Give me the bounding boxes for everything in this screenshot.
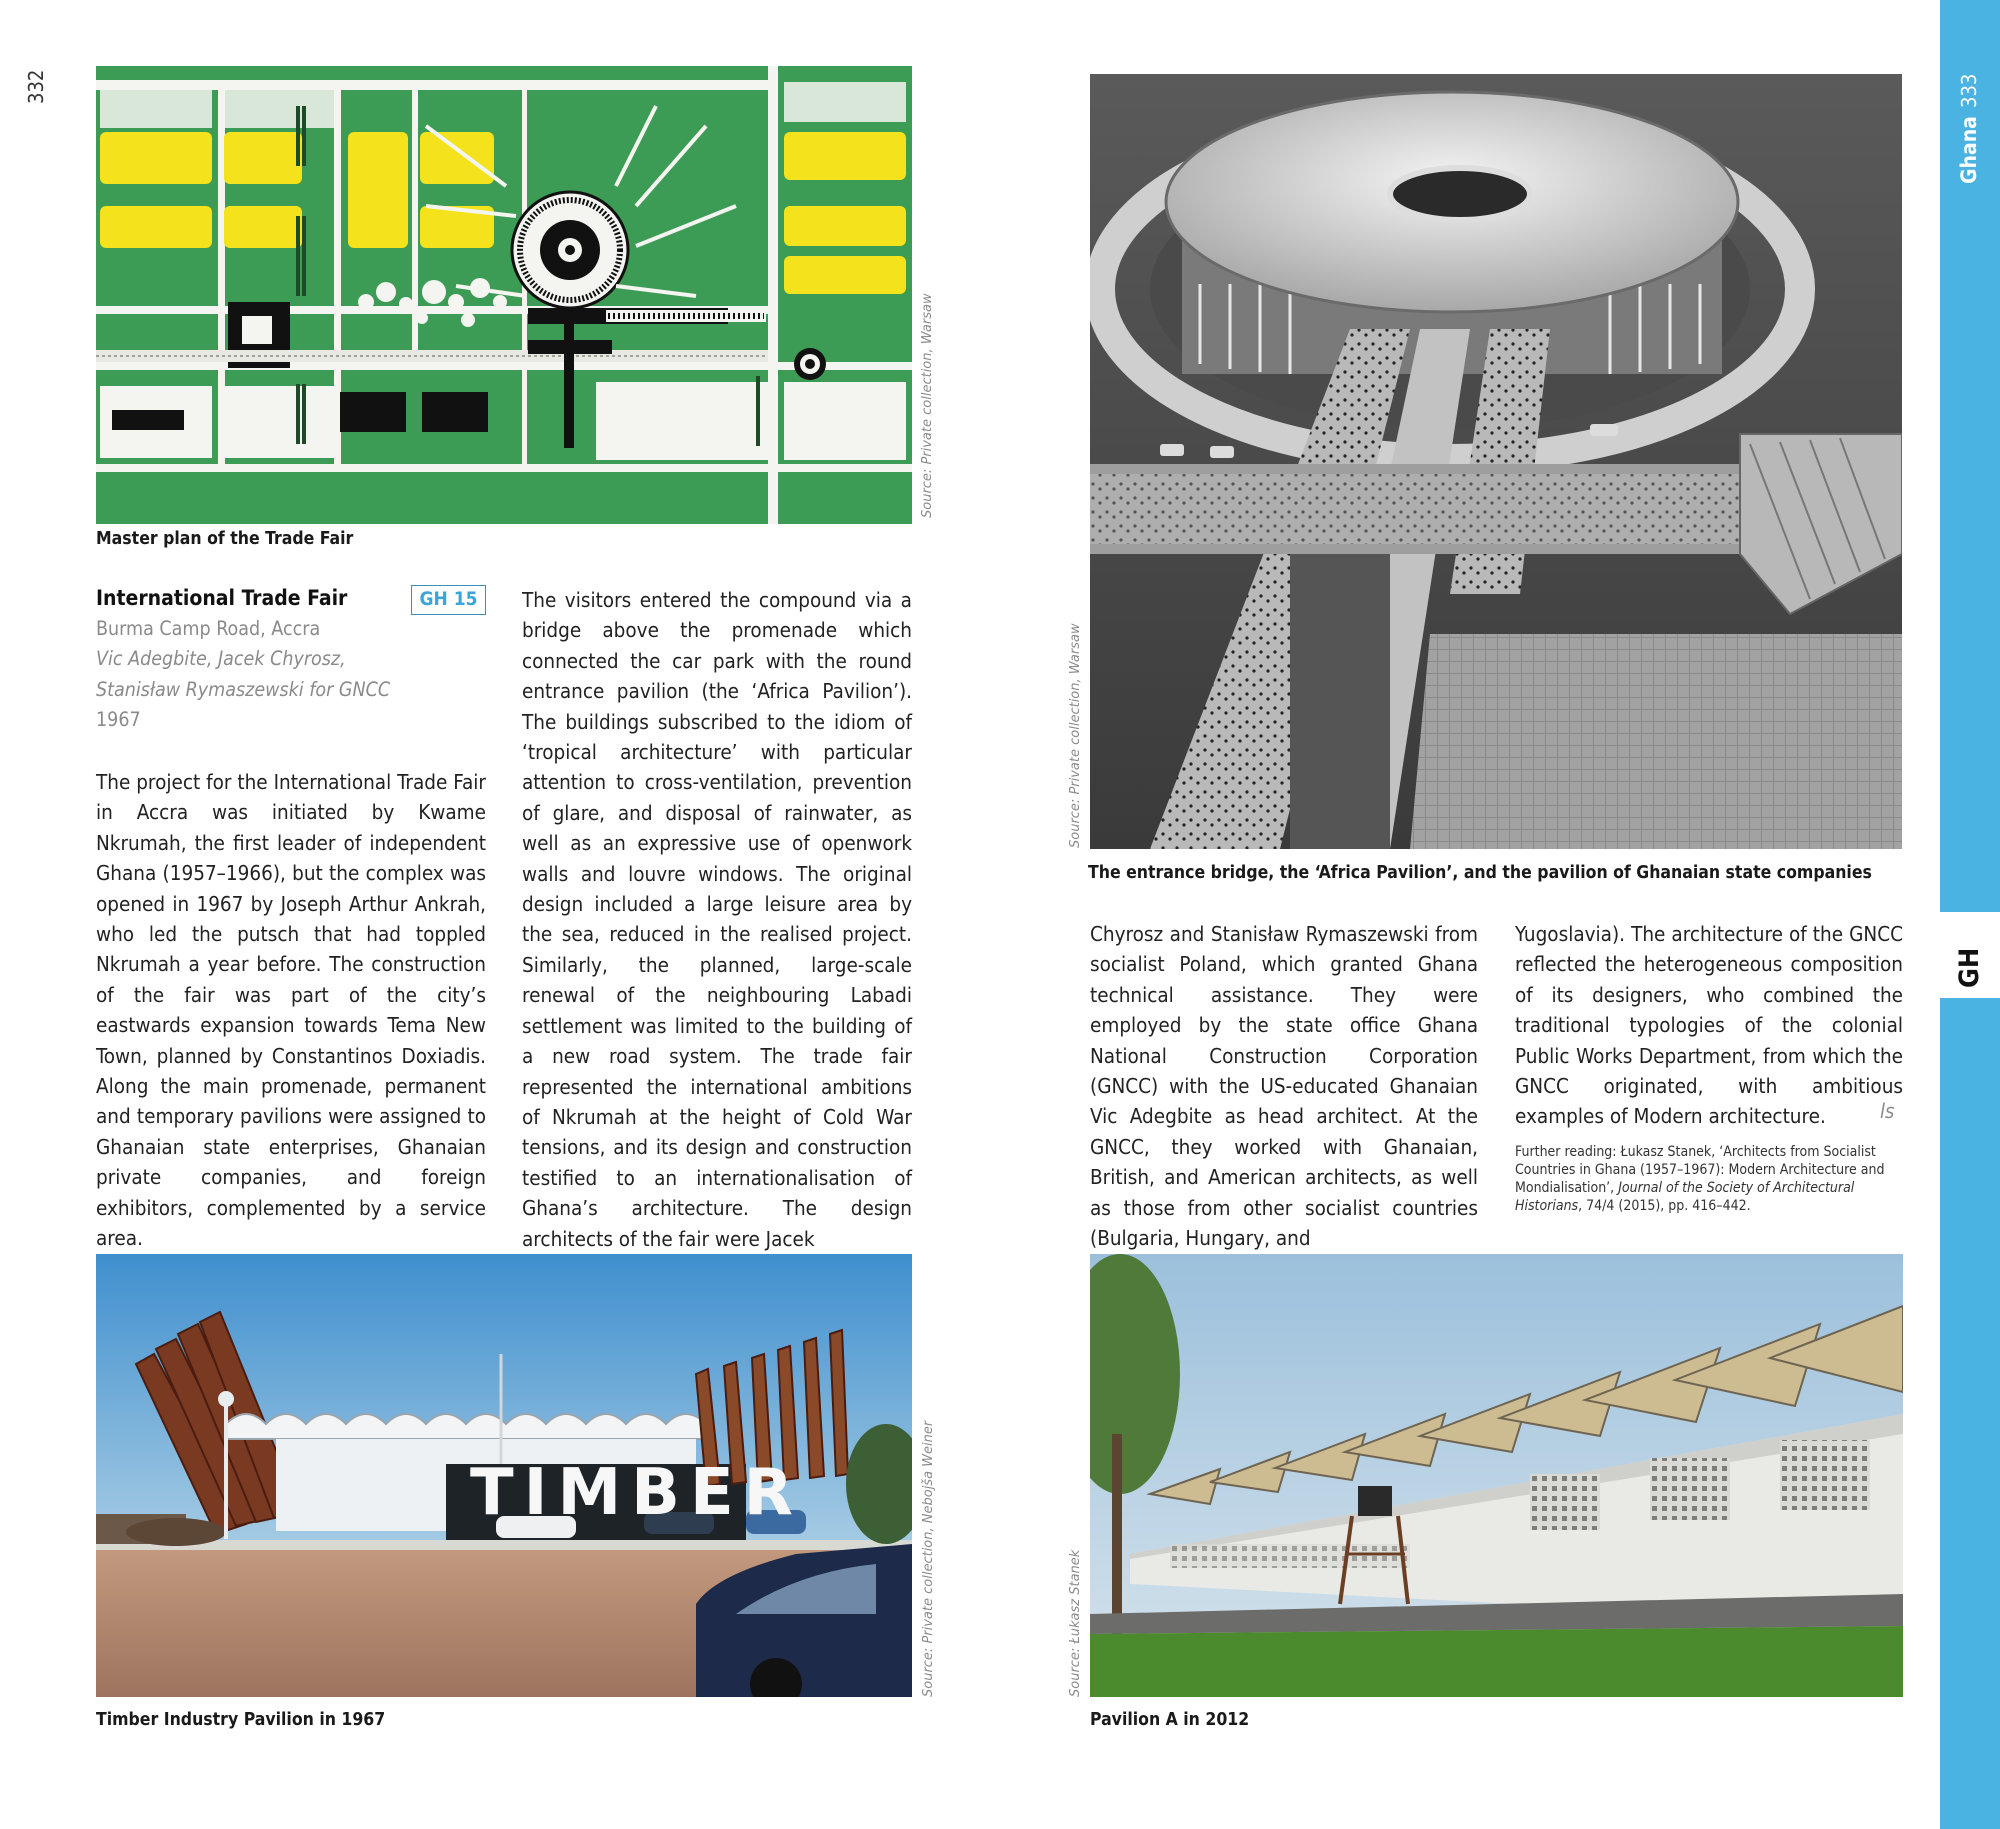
pavilion-a-credit: Source: Łukasz Stanek — [1068, 1549, 1083, 1697]
entry-year: 1967 — [96, 708, 141, 732]
entry-title: International Trade Fair — [96, 586, 348, 610]
master-plan-caption: Master plan of the Trade Fair — [96, 529, 354, 549]
further-reading — [1515, 1143, 1903, 1215]
body-text-3: Chyrosz and Stanisław Rymaszewski from socialist Poland, which granted Ghana technical assistance. They were employed by the state office Ghana National Construction Corporation (GNCC) with the US-educated Ghanaian Vic Adegbite as head architect. At the GNCC, they worked with Ghanaian, British, and American architects, as well as those from other socialist countries (Bulgaria, Hungary, and — [1090, 922, 1478, 1251]
entrance-bridge-credit: Source: Private collection, Warsaw — [1068, 623, 1083, 848]
pavilion-a-caption: Pavilion A in 2012 — [1090, 1710, 1250, 1730]
timber-pavilion-image — [96, 1254, 912, 1697]
master-plan-image — [96, 66, 912, 524]
entry-badge: GH 15 — [411, 585, 486, 615]
timber-pavilion-caption: Timber Industry Pavilion in 1967 — [96, 1710, 386, 1730]
entry-architects-2: Stanisław Rymaszewski for GNCC — [96, 677, 391, 701]
timber-pavilion-credit: Source: Private collection, Nebojša Weiner — [921, 1420, 936, 1697]
body-column-2 — [522, 585, 912, 1254]
entrance-bridge-image — [1090, 74, 1902, 849]
further-reading-tail: , 74/4 (2015), pp. 416–442. — [1578, 1198, 1751, 1214]
page-number-left: 332 — [24, 69, 48, 104]
page-number-right: 333 — [1957, 73, 1981, 108]
body-text-2: The visitors entered the compound via a bridge above the promenade which connected the car park with the round entrance pavilion (the ‘Africa Pavilion’). The buildings subscribed to the idiom of ‘tropical architecture’ with particular attention to cross-ventilation, prevention of glare, and disposal of rainwater, as well as an expressive use of openwork walls and louvre windows. The original design included a large leisure area by the sea, reduced in the realised project. Similarly, the planned, large-scale renewal of the neighbouring Labadi settlement was limited to the building of a new road system. The trade fair represented the international ambitions of Nkrumah at the height of Cold War tensions, and its design and construction testified to an internationalisation of Ghana’s architecture. The design architects of the fair were Jacek — [522, 588, 912, 1251]
country-name: Ghana — [1957, 116, 1981, 184]
timber-sign-text: TIMBER — [470, 1456, 803, 1530]
entry-architects-1: Vic Adegbite, Jacek Chyrosz, — [96, 647, 346, 671]
entrance-bridge-caption: The entrance bridge, the ‘Africa Pavilion’, and the pavilion of Ghanaian state companies — [1088, 863, 1872, 883]
body-column-1 — [96, 767, 486, 1254]
author-initials: ls — [1880, 1099, 1895, 1123]
body-column-3 — [1090, 919, 1478, 1253]
body-text-1: The project for the International Trade Fair in Accra was initiated by Kwame Nkrumah, the first leader of independent Ghana (1957–1966), but the complex was opened in 1967 by Joseph Arthur Ankrah, who led the putsch that had toppled Nkrumah a year before. The construction of the fair was part of the city’s eastwards expansion towards Tema New Town, planned by Constantinos Doxiadis. Along the main promenade, permanent and temporary pavilions were assigned to Ghanaian state enterprises, Ghanaian private companies, and foreign exhibitors, complemented by a service area. — [96, 770, 486, 1251]
body-column-4 — [1515, 919, 1903, 1132]
country-label — [1957, 116, 1981, 184]
entry-meta — [96, 614, 390, 736]
further-reading-journal: Journal of the Society of Architectural Historians — [1515, 1180, 1855, 1214]
further-reading-lead: Further reading: Łukasz Stanek, ‘Architects from Socialist Countries in Ghana (1957–1967): Modern Architecture and Mondialisation’, — [1515, 1144, 1885, 1196]
entry-address: Burma Camp Road, Accra — [96, 617, 321, 640]
pavilion-a-image — [1090, 1254, 1903, 1697]
master-plan-credit: Source: Private collection, Warsaw — [920, 293, 935, 518]
body-text-4: Yugoslavia). The architecture of the GNCC reflected the heterogeneous composition of its designers, who combined the traditional typologies of the colonial Public Works Department, from which the GNCC originated, with ambitious examples of Modern architecture. — [1515, 922, 1903, 1129]
country-code: GH — [1954, 947, 1985, 988]
